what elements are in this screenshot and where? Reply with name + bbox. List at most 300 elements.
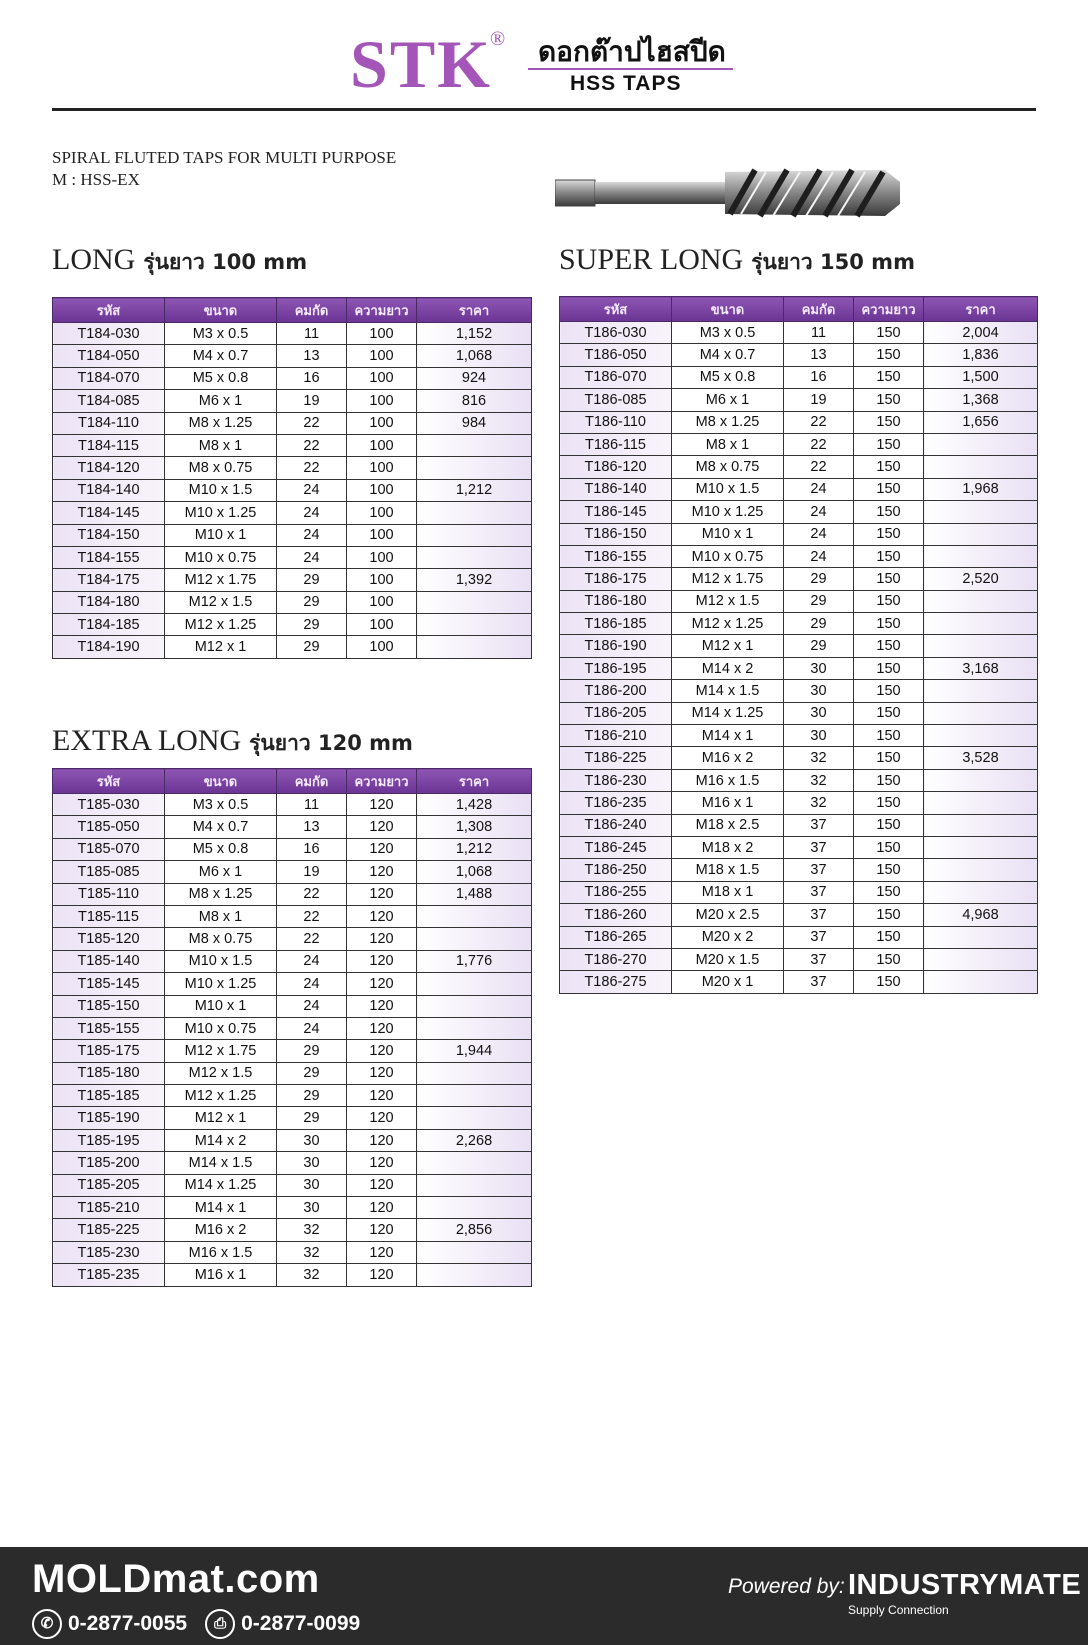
- product-code-cell: T185-175: [53, 1040, 165, 1062]
- table-row: [53, 838, 532, 860]
- flute-cell: 30: [277, 1152, 347, 1174]
- product-code-cell: T185-120: [53, 928, 165, 950]
- flute-cell: 16: [277, 367, 347, 389]
- product-code-cell: T185-180: [53, 1062, 165, 1084]
- table-row: [560, 904, 1038, 926]
- size-cell: M16 x 2: [165, 1219, 277, 1241]
- size-cell: M18 x 1.5: [672, 859, 784, 881]
- length-cell: 150: [854, 948, 924, 970]
- price-cell: 816: [417, 390, 532, 412]
- product-code-cell: T186-265: [560, 926, 672, 948]
- flute-cell: 29: [277, 569, 347, 591]
- price-cell: 1,656: [924, 411, 1038, 433]
- price-cell: 1,428: [417, 794, 532, 816]
- length-cell: 150: [854, 747, 924, 769]
- product-code-cell: T185-210: [53, 1197, 165, 1219]
- length-cell: 150: [854, 322, 924, 344]
- price-cell: [924, 948, 1038, 970]
- column-header: รหัส: [53, 298, 165, 323]
- table-header-row: [560, 297, 1038, 322]
- product-code-cell: T186-030: [560, 322, 672, 344]
- column-header: รหัส: [560, 297, 672, 322]
- length-cell: 100: [347, 390, 417, 412]
- price-cell: [924, 859, 1038, 881]
- size-cell: M20 x 2.5: [672, 904, 784, 926]
- table-row: [560, 523, 1038, 545]
- table-row: [560, 725, 1038, 747]
- product-code-cell: T185-235: [53, 1264, 165, 1286]
- product-code-cell: T184-185: [53, 614, 165, 636]
- price-cell: [924, 456, 1038, 478]
- product-code-cell: T186-185: [560, 613, 672, 635]
- product-code-cell: T186-190: [560, 635, 672, 657]
- super-long-subtitle: รุ่นยาว 150 mm: [751, 250, 915, 274]
- table-row: [53, 434, 532, 456]
- size-cell: M10 x 1.25: [672, 501, 784, 523]
- header-divider: [52, 108, 1036, 111]
- price-cell: 1,488: [417, 883, 532, 905]
- column-header: ราคา: [924, 297, 1038, 322]
- table-row: [53, 928, 532, 950]
- long-title: LONG: [52, 243, 136, 276]
- flute-cell: 22: [784, 433, 854, 455]
- length-cell: 100: [347, 614, 417, 636]
- product-code-cell: T184-120: [53, 457, 165, 479]
- flute-cell: 29: [277, 1062, 347, 1084]
- product-code-cell: T185-085: [53, 861, 165, 883]
- size-cell: M10 x 0.75: [165, 1017, 277, 1039]
- product-code-cell: T184-180: [53, 591, 165, 613]
- english-title: HSS TAPS: [570, 72, 682, 95]
- flute-cell: 24: [277, 479, 347, 501]
- extra-long-section-title: [52, 724, 413, 760]
- flute-cell: 24: [277, 973, 347, 995]
- size-cell: M8 x 1: [165, 434, 277, 456]
- size-cell: M10 x 1.25: [165, 502, 277, 524]
- product-code-cell: T186-110: [560, 411, 672, 433]
- table-row: [53, 412, 532, 434]
- size-cell: M14 x 1.5: [672, 680, 784, 702]
- table-row: [53, 973, 532, 995]
- size-cell: M10 x 1.5: [165, 950, 277, 972]
- column-header: ขนาด: [165, 769, 277, 794]
- length-cell: 120: [347, 995, 417, 1017]
- size-cell: M6 x 1: [165, 861, 277, 883]
- price-cell: [417, 1152, 532, 1174]
- product-code-cell: T185-155: [53, 1017, 165, 1039]
- size-cell: M12 x 1.75: [165, 569, 277, 591]
- size-cell: M12 x 1: [672, 635, 784, 657]
- length-cell: 120: [347, 1197, 417, 1219]
- product-code-cell: T186-270: [560, 948, 672, 970]
- flute-cell: 24: [277, 546, 347, 568]
- table-row: [53, 524, 532, 546]
- flute-cell: 37: [784, 859, 854, 881]
- length-cell: 120: [347, 1017, 417, 1039]
- length-cell: 120: [347, 1062, 417, 1084]
- flute-cell: 11: [277, 323, 347, 345]
- price-cell: 2,520: [924, 568, 1038, 590]
- product-code-cell: T186-195: [560, 657, 672, 679]
- price-cell: 924: [417, 367, 532, 389]
- length-cell: 100: [347, 636, 417, 658]
- length-cell: 150: [854, 389, 924, 411]
- price-cell: [924, 881, 1038, 903]
- industrymate-logo: INDUSTRYMATE: [848, 1569, 1082, 1601]
- product-code-cell: T185-070: [53, 838, 165, 860]
- price-cell: 2,004: [924, 322, 1038, 344]
- size-cell: M16 x 1: [165, 1264, 277, 1286]
- product-code-cell: T186-205: [560, 702, 672, 724]
- price-cell: [417, 973, 532, 995]
- table-row: [53, 591, 532, 613]
- length-cell: 150: [854, 836, 924, 858]
- length-cell: 150: [854, 971, 924, 993]
- price-cell: 984: [417, 412, 532, 434]
- product-code-cell: T186-225: [560, 747, 672, 769]
- table-row: [560, 836, 1038, 858]
- flute-cell: 29: [277, 636, 347, 658]
- price-cell: [924, 702, 1038, 724]
- table-row: [53, 1219, 532, 1241]
- column-header: ขนาด: [672, 297, 784, 322]
- phone-icon: ✆: [32, 1609, 62, 1639]
- length-cell: 120: [347, 838, 417, 860]
- price-cell: [417, 1062, 532, 1084]
- product-code-cell: T186-230: [560, 769, 672, 791]
- price-cell: [417, 636, 532, 658]
- table-row: [560, 948, 1038, 970]
- price-cell: [417, 591, 532, 613]
- price-cell: [417, 1017, 532, 1039]
- size-cell: M12 x 1.25: [165, 1085, 277, 1107]
- flute-cell: 13: [277, 816, 347, 838]
- table-row: [53, 1017, 532, 1039]
- price-cell: [924, 725, 1038, 747]
- product-code-cell: T184-070: [53, 367, 165, 389]
- table-row: [560, 613, 1038, 635]
- table-row: [560, 971, 1038, 993]
- column-header: คมกัด: [277, 298, 347, 323]
- size-cell: M5 x 0.8: [165, 838, 277, 860]
- flute-cell: 30: [277, 1174, 347, 1196]
- length-cell: 120: [347, 1174, 417, 1196]
- table-row: [560, 322, 1038, 344]
- flute-cell: 16: [277, 838, 347, 860]
- price-cell: 1,968: [924, 478, 1038, 500]
- flute-cell: 19: [784, 389, 854, 411]
- table-row: [560, 814, 1038, 836]
- table-row: [53, 861, 532, 883]
- price-cell: 1,152: [417, 323, 532, 345]
- size-cell: M12 x 1.25: [165, 614, 277, 636]
- length-cell: 120: [347, 1219, 417, 1241]
- flute-cell: 22: [277, 412, 347, 434]
- table-row: [560, 859, 1038, 881]
- product-code-cell: T185-230: [53, 1241, 165, 1263]
- length-cell: 150: [854, 456, 924, 478]
- price-cell: [924, 769, 1038, 791]
- table-row: [560, 926, 1038, 948]
- product-code-cell: T184-155: [53, 546, 165, 568]
- length-cell: 150: [854, 635, 924, 657]
- flute-cell: 22: [277, 457, 347, 479]
- table-row: [560, 590, 1038, 612]
- price-cell: 2,268: [417, 1129, 532, 1151]
- phone-number: 0-2877-0055: [68, 1612, 188, 1635]
- flute-cell: 29: [784, 613, 854, 635]
- price-cell: [924, 680, 1038, 702]
- price-cell: 3,168: [924, 657, 1038, 679]
- flute-cell: 24: [277, 950, 347, 972]
- column-header: ขนาด: [165, 298, 277, 323]
- page-header: [0, 0, 1088, 120]
- product-code-cell: T186-070: [560, 366, 672, 388]
- size-cell: M4 x 0.7: [165, 816, 277, 838]
- price-cell: [924, 433, 1038, 455]
- powered-by-label: Powered by:: [728, 1575, 845, 1598]
- flute-cell: 37: [784, 904, 854, 926]
- product-code-cell: T185-185: [53, 1085, 165, 1107]
- stk-logo: STK: [350, 26, 493, 102]
- price-cell: 1,500: [924, 366, 1038, 388]
- product-code-cell: T186-155: [560, 545, 672, 567]
- product-code-cell: T186-115: [560, 433, 672, 455]
- table-row: [560, 881, 1038, 903]
- size-cell: M16 x 2: [672, 747, 784, 769]
- flute-cell: 22: [277, 905, 347, 927]
- extra-long-price-table: [52, 768, 532, 1287]
- size-cell: M18 x 1: [672, 881, 784, 903]
- table-row: [53, 816, 532, 838]
- description-line-2: M : HSS-EX: [52, 170, 140, 189]
- table-header-row: [53, 769, 532, 794]
- flute-cell: 22: [277, 434, 347, 456]
- table-row: [560, 478, 1038, 500]
- flute-cell: 32: [784, 769, 854, 791]
- industrymate-tagline: Supply Connection: [848, 1603, 949, 1617]
- table-row: [560, 792, 1038, 814]
- price-cell: [417, 1174, 532, 1196]
- flute-cell: 24: [277, 524, 347, 546]
- length-cell: 150: [854, 904, 924, 926]
- flute-cell: 37: [784, 836, 854, 858]
- size-cell: M10 x 1: [165, 524, 277, 546]
- size-cell: M14 x 1.25: [165, 1174, 277, 1196]
- super-long-section-title: [559, 243, 915, 279]
- price-cell: [924, 792, 1038, 814]
- table-row: [53, 1085, 532, 1107]
- price-cell: 2,856: [417, 1219, 532, 1241]
- length-cell: 100: [347, 323, 417, 345]
- length-cell: 120: [347, 883, 417, 905]
- product-code-cell: T186-210: [560, 725, 672, 747]
- extra-long-subtitle: รุ่นยาว 120 mm: [249, 731, 413, 755]
- flute-cell: 29: [784, 635, 854, 657]
- size-cell: M4 x 0.7: [165, 345, 277, 367]
- footer-brand: MOLDmat.com: [32, 1557, 320, 1601]
- length-cell: 120: [347, 794, 417, 816]
- product-code-cell: T184-190: [53, 636, 165, 658]
- product-code-cell: T186-085: [560, 389, 672, 411]
- flute-cell: 32: [277, 1264, 347, 1286]
- length-cell: 120: [347, 905, 417, 927]
- table-row: [53, 905, 532, 927]
- size-cell: M10 x 0.75: [672, 545, 784, 567]
- product-code-cell: T184-115: [53, 434, 165, 456]
- size-cell: M6 x 1: [165, 390, 277, 412]
- length-cell: 150: [854, 478, 924, 500]
- price-cell: [417, 524, 532, 546]
- product-code-cell: T186-260: [560, 904, 672, 926]
- length-cell: 120: [347, 1129, 417, 1151]
- size-cell: M8 x 1: [672, 433, 784, 455]
- column-header: ความยาว: [347, 769, 417, 794]
- flute-cell: 29: [277, 591, 347, 613]
- product-code-cell: T184-175: [53, 569, 165, 591]
- price-cell: 1,776: [417, 950, 532, 972]
- length-cell: 150: [854, 926, 924, 948]
- length-cell: 150: [854, 792, 924, 814]
- size-cell: M8 x 0.75: [165, 457, 277, 479]
- size-cell: M20 x 1.5: [672, 948, 784, 970]
- length-cell: 150: [854, 411, 924, 433]
- price-cell: 1,836: [924, 344, 1038, 366]
- long-price-table: [52, 297, 532, 659]
- table-row: [560, 635, 1038, 657]
- flute-cell: 24: [784, 478, 854, 500]
- size-cell: M3 x 0.5: [165, 323, 277, 345]
- flute-cell: 37: [784, 881, 854, 903]
- table-row: [53, 1129, 532, 1151]
- table-row: [53, 345, 532, 367]
- table-row: [560, 702, 1038, 724]
- length-cell: 100: [347, 546, 417, 568]
- length-cell: 150: [854, 680, 924, 702]
- product-code-cell: T185-205: [53, 1174, 165, 1196]
- length-cell: 100: [347, 524, 417, 546]
- product-code-cell: T185-050: [53, 816, 165, 838]
- price-cell: 1,944: [417, 1040, 532, 1062]
- flute-cell: 37: [784, 814, 854, 836]
- flute-cell: 37: [784, 948, 854, 970]
- length-cell: 100: [347, 457, 417, 479]
- price-cell: 1,212: [417, 838, 532, 860]
- price-cell: 1,368: [924, 389, 1038, 411]
- product-code-cell: T186-200: [560, 680, 672, 702]
- flute-cell: 22: [277, 928, 347, 950]
- price-cell: [924, 523, 1038, 545]
- table-row: [53, 1107, 532, 1129]
- price-cell: [417, 1241, 532, 1263]
- flute-cell: 19: [277, 390, 347, 412]
- table-row: [53, 950, 532, 972]
- product-code-cell: T186-150: [560, 523, 672, 545]
- flute-cell: 29: [277, 1107, 347, 1129]
- length-cell: 100: [347, 479, 417, 501]
- product-code-cell: T185-145: [53, 973, 165, 995]
- product-code-cell: T186-120: [560, 456, 672, 478]
- flute-cell: 29: [277, 1085, 347, 1107]
- flute-cell: 30: [277, 1129, 347, 1151]
- fax-icon: ⎙: [205, 1609, 235, 1639]
- size-cell: M12 x 1.5: [165, 1062, 277, 1084]
- table-row: [560, 680, 1038, 702]
- product-code-cell: T185-115: [53, 905, 165, 927]
- size-cell: M10 x 0.75: [165, 546, 277, 568]
- size-cell: M10 x 1.5: [165, 479, 277, 501]
- length-cell: 100: [347, 345, 417, 367]
- length-cell: 150: [854, 769, 924, 791]
- flute-cell: 22: [784, 456, 854, 478]
- table-row: [560, 411, 1038, 433]
- price-cell: 1,068: [417, 345, 532, 367]
- product-code-cell: T185-110: [53, 883, 165, 905]
- size-cell: M14 x 1: [672, 725, 784, 747]
- flute-cell: 24: [277, 1017, 347, 1039]
- column-header: ราคา: [417, 769, 532, 794]
- extra-long-title: EXTRA LONG: [52, 724, 242, 757]
- size-cell: M12 x 1.75: [672, 568, 784, 590]
- column-header: ราคา: [417, 298, 532, 323]
- size-cell: M12 x 1.5: [165, 591, 277, 613]
- price-cell: [417, 1264, 532, 1286]
- length-cell: 120: [347, 1107, 417, 1129]
- table-row: [560, 344, 1038, 366]
- length-cell: 120: [347, 950, 417, 972]
- flute-cell: 30: [784, 680, 854, 702]
- length-cell: 150: [854, 344, 924, 366]
- product-code-cell: T185-140: [53, 950, 165, 972]
- table-row: [53, 1264, 532, 1286]
- flute-cell: 24: [784, 523, 854, 545]
- product-code-cell: T185-195: [53, 1129, 165, 1151]
- price-cell: [417, 928, 532, 950]
- flute-cell: 24: [784, 501, 854, 523]
- flute-cell: 13: [277, 345, 347, 367]
- table-row: [560, 568, 1038, 590]
- flute-cell: 11: [277, 794, 347, 816]
- product-code-cell: T186-235: [560, 792, 672, 814]
- flute-cell: 13: [784, 344, 854, 366]
- flute-cell: 37: [784, 926, 854, 948]
- length-cell: 150: [854, 523, 924, 545]
- size-cell: M16 x 1.5: [672, 769, 784, 791]
- table-row: [560, 657, 1038, 679]
- price-cell: [924, 635, 1038, 657]
- table-header-row: [53, 298, 532, 323]
- table-row: [560, 433, 1038, 455]
- column-header: รหัส: [53, 769, 165, 794]
- price-cell: [417, 1107, 532, 1129]
- price-cell: [417, 457, 532, 479]
- size-cell: M5 x 0.8: [165, 367, 277, 389]
- size-cell: M14 x 1.25: [672, 702, 784, 724]
- long-subtitle: รุ่นยาว 100 mm: [143, 250, 308, 274]
- column-header: ความยาว: [854, 297, 924, 322]
- length-cell: 150: [854, 725, 924, 747]
- length-cell: 120: [347, 1040, 417, 1062]
- product-code-cell: T185-225: [53, 1219, 165, 1241]
- super-long-price-table: [559, 296, 1038, 994]
- table-row: [560, 501, 1038, 523]
- table-row: [53, 390, 532, 412]
- price-cell: [417, 1085, 532, 1107]
- flute-cell: 24: [277, 995, 347, 1017]
- price-cell: [417, 995, 532, 1017]
- size-cell: M8 x 0.75: [165, 928, 277, 950]
- size-cell: M18 x 2.5: [672, 814, 784, 836]
